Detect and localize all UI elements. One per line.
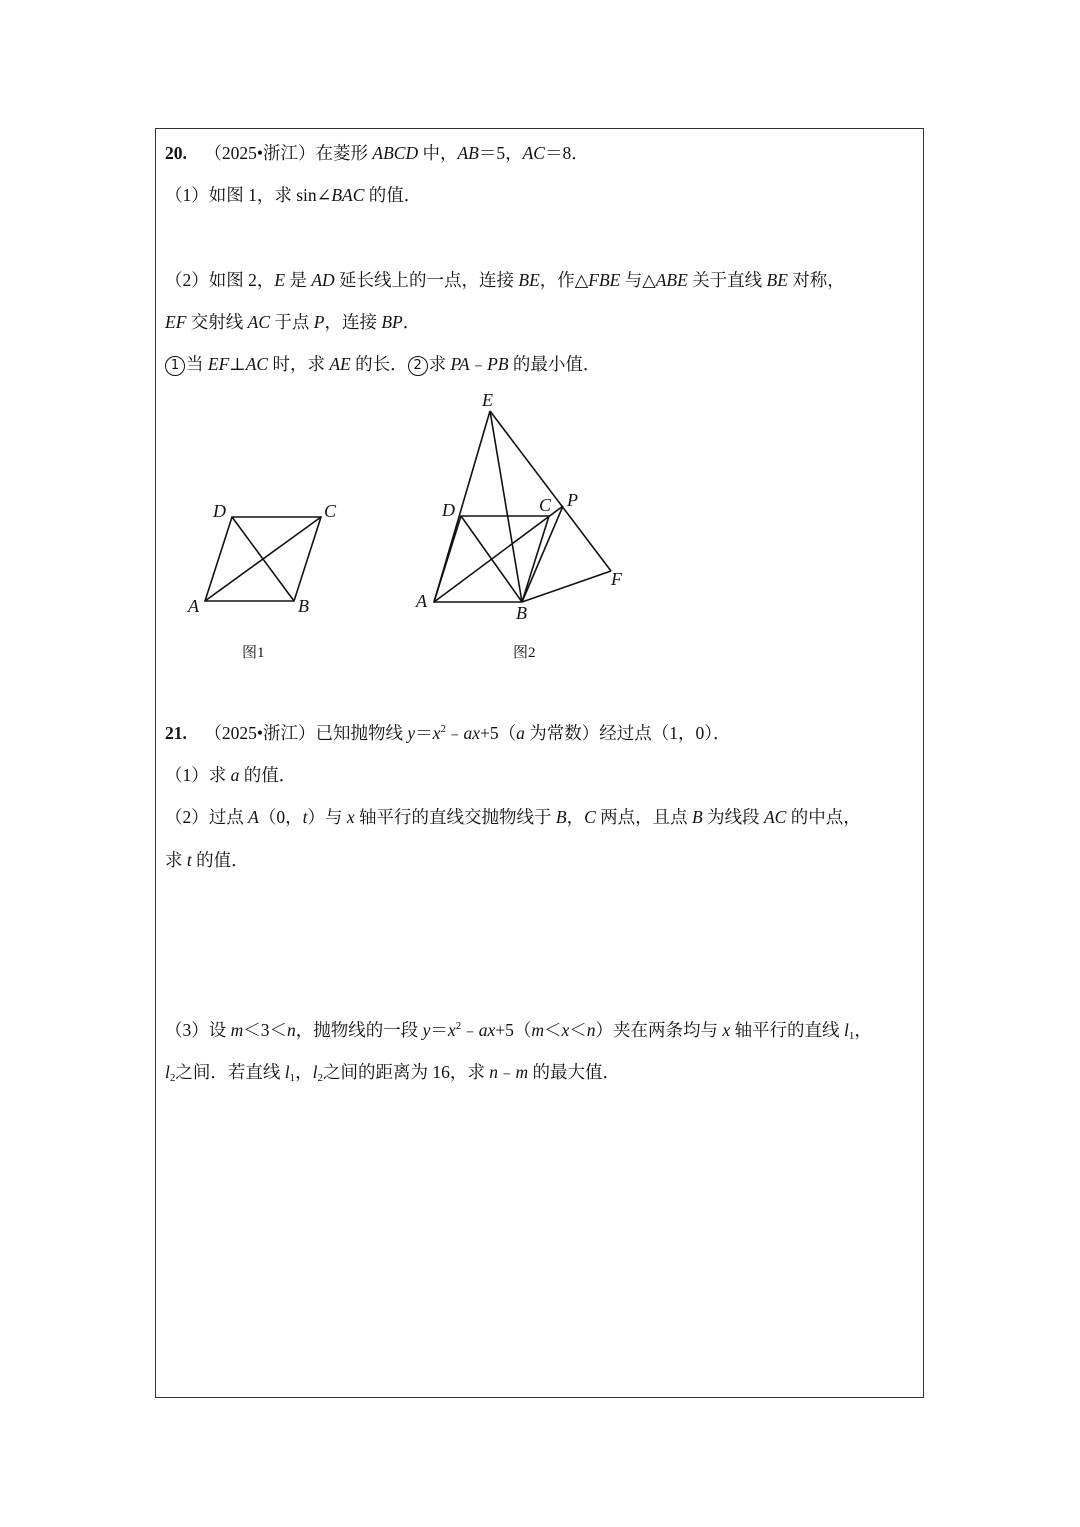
text: +5（ [495, 1020, 532, 1040]
text: ﹣ [461, 1020, 479, 1040]
text: 延长线上的一点，连接 [334, 270, 519, 290]
text: 是 [285, 270, 312, 290]
text: 中， [418, 143, 458, 163]
text: ＜ [569, 1020, 587, 1040]
text: ﹣ [498, 1062, 516, 1082]
text: 于点 [270, 312, 314, 332]
fig2-label-e: E [482, 390, 493, 410]
var: l [165, 1062, 170, 1082]
text: 已知抛物线 [315, 723, 408, 743]
circled-number-2: 2 [408, 356, 428, 376]
var: l [284, 1062, 290, 1082]
text: ＜ [544, 1020, 562, 1040]
var: n [489, 1062, 498, 1082]
var: y [422, 1020, 431, 1040]
fig2-label-d: D [442, 500, 455, 520]
fig2-label-b: B [516, 603, 527, 623]
circled-number-1: 1 [165, 356, 185, 376]
q21-part2-line1 [165, 805, 861, 829]
var: PB [487, 354, 509, 374]
subscript: 1 [289, 1072, 296, 1084]
text: （2）如图 2， [165, 270, 275, 290]
var: l [312, 1062, 318, 1082]
text: ，作△ [539, 270, 589, 290]
var: n [586, 1020, 596, 1040]
text: （0， [258, 807, 303, 827]
var: BAC [331, 185, 365, 205]
text: 对称， [787, 270, 845, 290]
text: ． [402, 312, 421, 332]
q20-number: 20. [165, 143, 187, 163]
var: EF [165, 312, 187, 332]
fig1-label-a: A [188, 596, 199, 616]
fig2-label-p: P [567, 490, 578, 510]
line-db [461, 516, 522, 602]
text: ﹣ [469, 354, 488, 374]
text: 为常数）经过点（1，0）． [524, 723, 731, 743]
text: ， [295, 1062, 313, 1082]
var: x [447, 1020, 456, 1040]
var: PA [450, 354, 470, 374]
var: t [186, 850, 192, 870]
figure-1 [205, 517, 321, 601]
var: m [515, 1062, 529, 1082]
subscript: 1 [848, 1030, 855, 1042]
var: x [722, 1020, 731, 1040]
text: （2）过点 [165, 807, 249, 827]
fig1-label-d: D [213, 501, 226, 521]
var: BP [381, 312, 403, 332]
text: 的最大值． [528, 1062, 621, 1082]
text: ， [854, 1020, 872, 1040]
text: 的值． [364, 185, 422, 205]
figure-2 [434, 411, 611, 602]
text: 的值． [239, 765, 297, 785]
text: 轴平行的直线交抛物线于 [354, 807, 556, 827]
text: ，抛物线的一段 [295, 1020, 423, 1040]
text: ）夹在两条均与 [595, 1020, 723, 1040]
var: m [531, 1020, 544, 1040]
text: +5（ [479, 723, 517, 743]
var: B [555, 807, 567, 827]
fig1-label-b: B [298, 596, 309, 616]
var: ax [463, 723, 480, 743]
var: y [407, 723, 416, 743]
exponent: 2 [455, 1020, 462, 1032]
var: BE [766, 270, 788, 290]
exponent: 2 [440, 723, 446, 735]
text: ＝ [430, 1020, 448, 1040]
fig1-label-c: C [324, 501, 337, 521]
subscript: 2 [169, 1072, 176, 1084]
text: 的最小值． [508, 354, 601, 374]
text: 之间的距离为 16，求 [323, 1062, 490, 1082]
var: x [561, 1020, 570, 1040]
line-ap [434, 506, 563, 602]
var: AC [522, 143, 545, 163]
text: 与△ [620, 270, 656, 290]
var: t [302, 807, 308, 827]
text: 的长． [350, 354, 408, 374]
var: ax [478, 1020, 496, 1040]
var: AC [245, 354, 269, 374]
line-bf [522, 571, 611, 602]
text: ）与 [307, 807, 347, 827]
text: ⊥ [229, 354, 246, 374]
var: AB [457, 143, 479, 163]
text: 关于直线 [687, 270, 767, 290]
text: 之间．若直线 [175, 1062, 285, 1082]
text: 求 [428, 354, 451, 374]
q21-number: 21. [165, 723, 187, 743]
line-be [490, 411, 522, 602]
text: 两点，且点 [595, 807, 692, 827]
var: C [584, 807, 596, 827]
text: ＜3＜ [243, 1020, 288, 1040]
text: ＝ [415, 723, 433, 743]
var: EF [207, 354, 230, 374]
q21-part2-line2 [165, 848, 249, 872]
fig2-label-a: A [416, 591, 427, 611]
q21-line-1 [165, 721, 730, 745]
text: （1）求 [165, 765, 231, 785]
fig2-label-f: F [611, 569, 622, 589]
q21-source: （2025•浙江） [204, 723, 316, 743]
var: FBE [588, 270, 621, 290]
text: 当 [186, 354, 208, 374]
var: a [516, 723, 525, 743]
text: ＝5， [478, 143, 523, 163]
text: 轴平行的直线 [730, 1020, 844, 1040]
q21-part1 [165, 763, 296, 787]
text: 的值． [191, 850, 249, 870]
var: A [248, 807, 259, 827]
fig2-label-c: C [539, 495, 552, 515]
var: ABE [655, 270, 688, 290]
q21-part3-line1 [165, 1018, 872, 1042]
fig2-caption: 图2 [513, 645, 536, 661]
var: AC [763, 807, 787, 827]
var: n [287, 1020, 296, 1040]
q21-part3-line2 [165, 1060, 620, 1084]
var: x [432, 723, 441, 743]
text: ﹣ [445, 723, 464, 743]
var: E [274, 270, 286, 290]
var: a [230, 765, 240, 785]
diagonal-bd [232, 517, 294, 601]
subscript: 2 [317, 1072, 323, 1084]
q20-source: （2025•浙江） [204, 143, 316, 163]
var: B [692, 807, 703, 827]
text: ， [566, 807, 585, 827]
text: 交射线 [186, 312, 248, 332]
text: 时，求 [268, 354, 330, 374]
text: ＝8． [544, 143, 589, 163]
var: BE [518, 270, 540, 290]
text: （3）设 [165, 1020, 231, 1040]
var: ABCD [372, 143, 419, 163]
text: 的中点， [786, 807, 861, 827]
text: ，连接 [324, 312, 382, 332]
var: l [843, 1020, 849, 1040]
text: （1）如图 1，求 sin∠ [165, 185, 332, 205]
text: 为线段 [702, 807, 764, 827]
fig1-caption: 图1 [242, 645, 265, 661]
var: x [346, 807, 355, 827]
text: 求 [165, 850, 187, 870]
text: 在菱形 [315, 143, 373, 163]
var: m [230, 1020, 244, 1040]
var: P [313, 312, 325, 332]
var: AD [311, 270, 335, 290]
var: AE [329, 354, 351, 374]
var: AC [247, 312, 271, 332]
